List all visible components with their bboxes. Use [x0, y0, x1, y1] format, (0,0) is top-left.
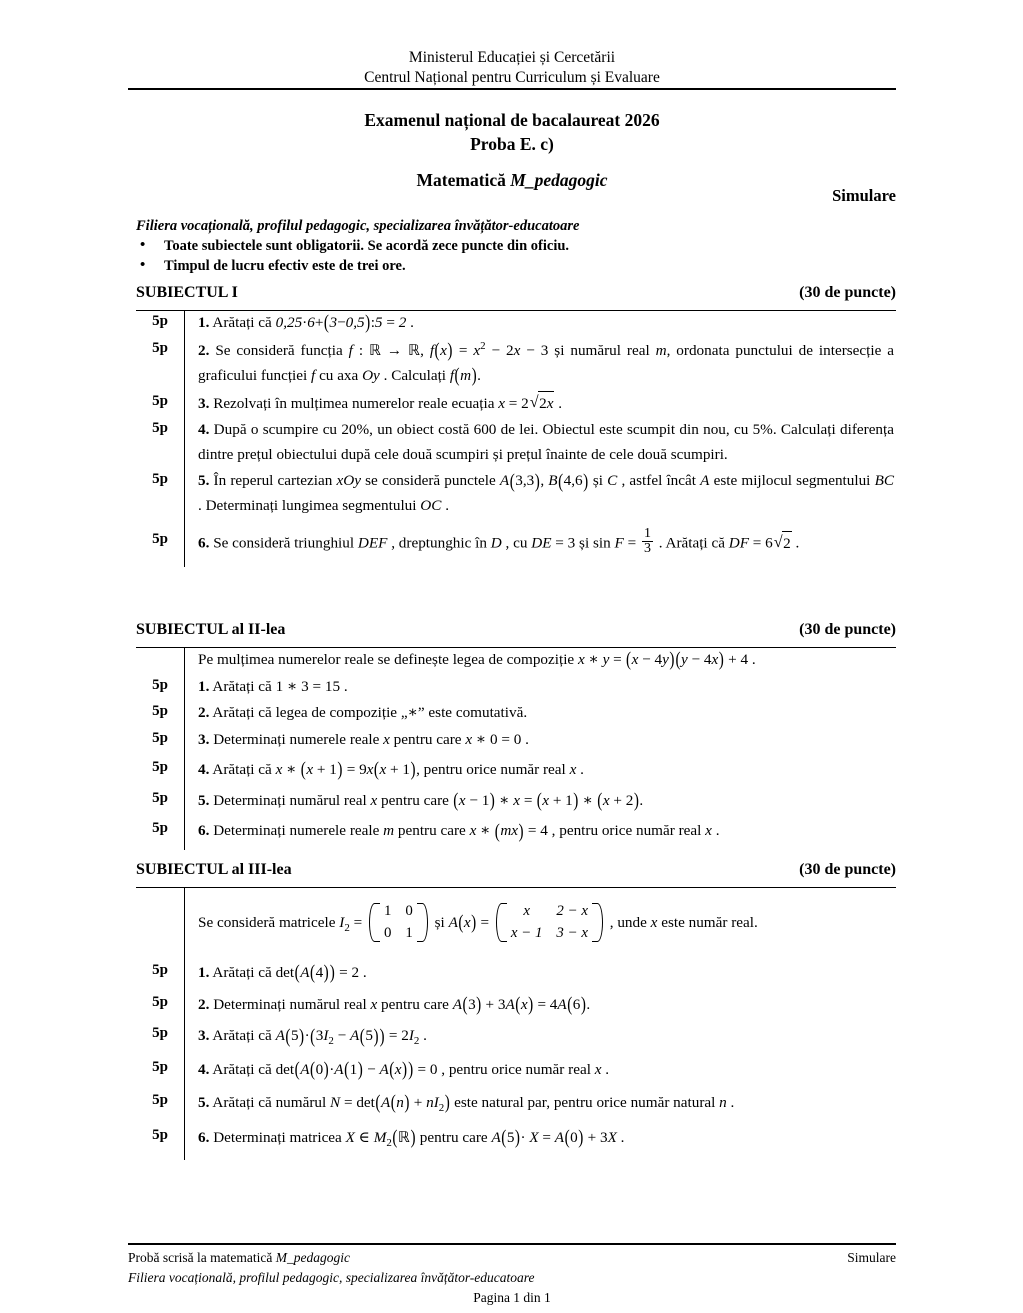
matrix-A-of-x — [495, 901, 604, 944]
table-row — [136, 338, 896, 391]
table-row — [136, 1019, 896, 1053]
filiera-line: Filiera vocațională, profilul pedagogic, specializarea învățător-educatoare — [136, 218, 580, 234]
list-item — [136, 236, 896, 256]
subject-title: SUBIECTUL I — [136, 284, 238, 301]
points-cell: 5p — [152, 1059, 168, 1076]
item-number: 4. — [198, 760, 210, 778]
subject-3-intro: Se consideră matricele $I_2$ = 1 0 0 1 și A(x) = x 2 − x x − 1 3 − x , unde x este număr real. — [185, 888, 896, 957]
problem-text: 2. Determinați numărul real x pentru care A(3) + 3A(x) = 4A(6). — [198, 992, 591, 1016]
table-row — [136, 888, 896, 957]
subject-title: SUBIECTUL al III-lea — [136, 861, 292, 878]
subject-1-table — [136, 310, 896, 567]
item-number: 1. — [198, 677, 210, 695]
instruction-text: Timpul de lucru efectiv este de trei ore. — [164, 258, 406, 274]
table-row — [136, 1120, 896, 1161]
exam-subject-title — [128, 170, 896, 191]
item-number: 3. — [198, 394, 210, 412]
matrix-cell: 3 − x — [556, 924, 588, 941]
points-cell: 5p — [152, 530, 168, 547]
subject-3-table — [136, 887, 896, 1160]
matrix-identity — [368, 901, 429, 944]
table-row — [136, 469, 896, 520]
item-number: 6. — [198, 1128, 210, 1146]
item-number: 3. — [198, 1027, 210, 1045]
footer-exam-label — [128, 1248, 350, 1268]
points-cell: 5p — [152, 961, 168, 978]
points-cell: 5p — [152, 758, 168, 775]
table-row — [136, 648, 896, 675]
exam-subject-label: Matematică — [416, 170, 511, 191]
points-cell: 5p — [152, 313, 168, 329]
points-cell: 5p — [152, 1025, 168, 1042]
matrix-cell: 0 — [405, 903, 413, 920]
points-cell — [136, 888, 184, 890]
problem-text: 4. Arătați că det(A(0)·A(1) − A(x)) = 0 , pentru orice număr real x . — [198, 1058, 610, 1081]
table-row — [136, 418, 896, 469]
instructions-list — [136, 236, 896, 276]
table-row — [136, 521, 896, 567]
exam-proba: Proba E. c) — [470, 134, 554, 155]
ministry-line-1: Ministerul Educației și Cercetării — [408, 49, 616, 66]
item-number: 5. — [198, 472, 210, 490]
problem-text: 6. Se consideră triunghiul DEF , dreptunghic în D , cu DE = 3 și sin F = $\frac{1}{3}$ . Arătați că DF = 6 √ 2 . — [185, 521, 896, 567]
list-item — [136, 256, 896, 276]
problem-text: 2. Se consideră funcția f : ℝ → ℝ, $f(x) = x^2 - 2x - 3$ și numărul real m, ordonata punctului de intersecție a graficului funcției f cu axa Oy . Calculați f(m). — [198, 338, 895, 387]
page-footer — [128, 1248, 896, 1308]
points-cell: 5p — [152, 676, 168, 693]
table-row — [136, 957, 896, 988]
subject-points: (30 de puncte) — [799, 284, 896, 301]
table-row — [136, 785, 896, 816]
footer-page-number: Pagina 1 din 1 — [473, 1290, 551, 1306]
problem-text: 3. Determinați numerele reale x pentru care x ∗ 0 = 0 . — [198, 731, 529, 749]
matrix-cell: 0 — [383, 924, 392, 941]
header-divider-rule — [128, 88, 896, 90]
table-row — [136, 755, 896, 785]
matrix-cell: 2 − x — [556, 903, 588, 920]
footer-divider-rule — [128, 1243, 896, 1245]
footer-filiera: Filiera vocațională, profilul pedagogic, specializarea învățător-educatoare — [128, 1269, 535, 1285]
table-row — [136, 988, 896, 1020]
matrix-cell: 1 — [383, 903, 392, 920]
points-cell: 5p — [152, 820, 168, 837]
item-number: 1. — [198, 314, 210, 331]
item-number: 1. — [198, 963, 210, 981]
ministry-header — [128, 48, 896, 89]
problem-text: 3. Arătați că $A(5)\cdot(3I_2 - A(5)) = 2I_2$ . — [198, 1024, 427, 1048]
ministry-line-2: Centrul Național pentru Curriculum și Evaluare — [364, 69, 660, 87]
bullet-icon: • — [140, 257, 146, 273]
footer-session: Simulare — [847, 1250, 896, 1265]
table-row — [136, 311, 896, 338]
table-row — [136, 1085, 896, 1120]
points-cell: 5p — [152, 993, 168, 1010]
problem-text: 5. Determinați numărul real x pentru care (x − 1) ∗ x = (x + 1) ∗ (x + 2). — [198, 788, 644, 812]
points-cell: 5p — [152, 420, 168, 437]
item-number: 5. — [198, 791, 210, 809]
item-number: 5. — [198, 1093, 210, 1111]
matrix-cell: x − 1 — [510, 924, 543, 941]
exam-title-block — [128, 108, 896, 191]
instruction-text: Toate subiectele sunt obligatorii. Se acordă zece puncte din oficiu. — [164, 238, 570, 254]
problem-text: 6. Determinați numerele reale m pentru care x ∗ (mx) = 4 , pentru orice număr real x . — [198, 819, 720, 843]
item-number: 2. — [198, 704, 210, 722]
points-cell: 5p — [152, 789, 168, 806]
problem-text: 3. Rezolvați în mulțimea numerelor reale ecuația x = 2 √ 2x . — [185, 391, 896, 419]
points-cell: 5p — [152, 471, 168, 488]
points-cell: 5p — [152, 730, 168, 747]
points-cell: 5p — [152, 703, 168, 720]
problem-text: 6. Determinați matricea X ∈ $M_2(ℝ)$ pentru care A(5)· X = A(0) + 3X . — [198, 1125, 625, 1149]
problem-text: 1. Arătați că 1 ∗ 3 = 15 . — [198, 677, 348, 695]
points-cell: 5p — [152, 339, 168, 356]
points-cell: 5p — [152, 1091, 168, 1108]
item-number: 4. — [198, 421, 210, 439]
subject-heading-3 — [136, 861, 896, 879]
item-number: 6. — [198, 534, 210, 552]
problem-text: 4. Arătați că x ∗ (x + 1) = 9x(x + 1), pentru orice număr real x . — [198, 757, 584, 781]
problem-text: 5. În reperul cartezian xOy se consideră punctele A(3,3), B(4,6) și C , astfel încât A este mijlocul segmentului BC . Determinați lungimea segmentului OC . — [198, 469, 894, 515]
subject-2-intro: Pe mulțimea numerelor reale se definește legea de compoziție x ∗ y = (x − 4y)(y − 4x) + 4 . — [198, 647, 756, 671]
footer-exam-text: Probă scrisă la matematică — [128, 1250, 276, 1265]
exam-title: Examenul național de bacalaureat 2026 — [364, 110, 660, 130]
matrix-cell: 1 — [405, 924, 413, 941]
table-row — [136, 728, 896, 755]
footer-line-1 — [128, 1248, 896, 1268]
points-cell: 5p — [152, 1126, 168, 1143]
item-number: 2. — [198, 995, 210, 1013]
table-row — [136, 1053, 896, 1085]
subject-heading-2 — [136, 621, 896, 639]
item-number: 3. — [198, 731, 210, 749]
table-row — [136, 391, 896, 419]
subject-2-table — [136, 647, 896, 850]
problem-text: 2. Arătați că legea de compoziție „∗” este comutativă. — [198, 704, 528, 722]
matrix-cell: x — [523, 903, 530, 920]
item-number: 4. — [198, 1061, 210, 1079]
points-cell — [136, 648, 184, 650]
item-number: 6. — [198, 822, 210, 840]
table-row — [136, 675, 896, 702]
footer-exam-code: M_pedagogic — [275, 1250, 350, 1265]
problem-text: 1. Arătați că det(A(4)) = 2 . — [198, 960, 367, 984]
exam-subject-code: M_pedagogic — [510, 170, 608, 191]
subject-points: (30 de puncte) — [799, 621, 896, 638]
problem-text: 4. După o scumpire cu 20%, un obiect costă 600 de lei. Obiectul este scumpit din nou, cu 5%. Calculați diferența dintre prețul obiectului după cele două scumpiri și prețul înainte de cele două scumpiri. — [198, 421, 894, 463]
subject-heading-1 — [136, 284, 896, 302]
session-badge: Simulare — [832, 186, 896, 205]
subject-points: (30 de puncte) — [799, 861, 896, 878]
problem-text: 1. Arătați că 0,25·6+(3−0,5):5 = 2 . — [198, 310, 414, 334]
table-row — [136, 815, 896, 850]
table-row — [136, 701, 896, 728]
points-cell: 5p — [152, 392, 168, 409]
item-number: 2. — [198, 341, 210, 359]
bullet-icon: • — [140, 237, 146, 253]
problem-text: 5. Arătați că numărul $N = \det(A(n) + nI_2)$ este natural par, pentru orice număr natural n . — [198, 1090, 735, 1114]
subject-title: SUBIECTUL al II-lea — [136, 621, 286, 638]
